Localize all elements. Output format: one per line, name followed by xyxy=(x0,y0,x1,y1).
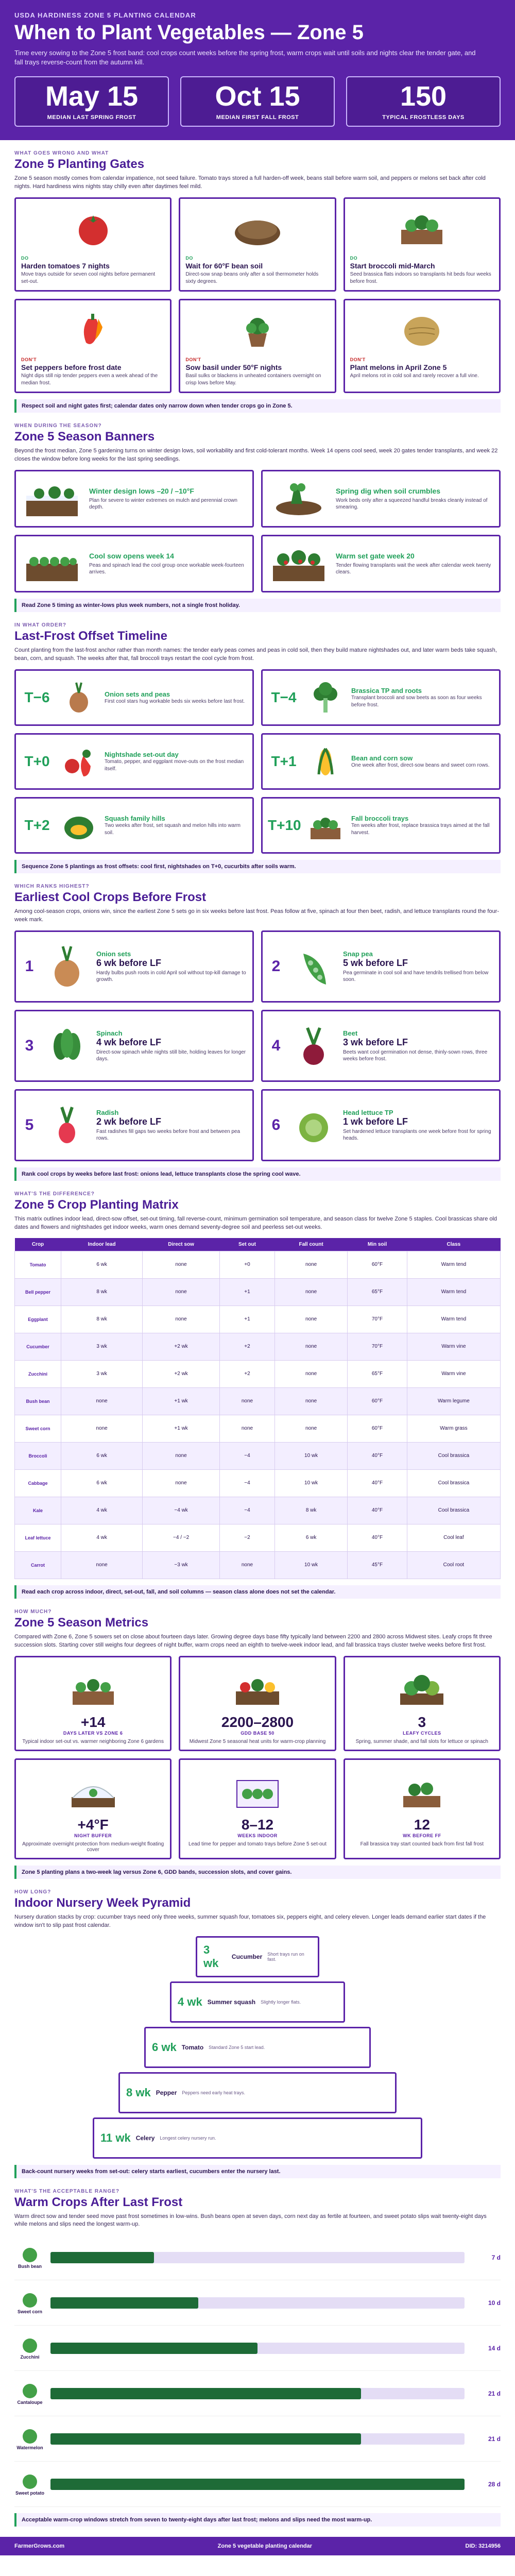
section-callout: Read Zone 5 timing as winter-lows plus week numbers, not a single frost holiday. xyxy=(14,599,501,612)
section-pyramid xyxy=(0,1879,515,2178)
table-row xyxy=(15,1333,501,1360)
table-cell: Cool brassica xyxy=(407,1469,500,1497)
section-title: Zone 5 Crop Planting Matrix xyxy=(14,1197,179,1212)
table-cell: none xyxy=(219,1415,274,1442)
gate-card: DO Start broccoli mid-March Seed brassica flats indoors so transplants hit beds four weeks before frost. xyxy=(344,197,501,292)
table-cell: none xyxy=(143,1442,220,1469)
section-title: Earliest Cool Crops Before Frost xyxy=(14,890,207,904)
table-cell: 40°F xyxy=(348,1497,407,1524)
squash-icon xyxy=(58,805,99,846)
crop-name-cell: Kale xyxy=(15,1497,61,1524)
bar-fill xyxy=(50,2433,361,2445)
table-cell: none xyxy=(143,1278,220,1306)
table-cell: 60°F xyxy=(348,1415,407,1442)
crop-label: Sweet potato xyxy=(14,2473,45,2496)
section-title: Zone 5 Season Metrics xyxy=(14,1615,149,1630)
table-cell: 40°F xyxy=(348,1524,407,1551)
table-cell: Warm tend xyxy=(407,1278,500,1306)
timeline-item: T−6 Onion sets and peas First cool stars hug workable beds six weeks before last frost. xyxy=(14,669,254,726)
crop-name-cell: Bell pepper xyxy=(15,1278,61,1306)
table-row xyxy=(15,1524,501,1551)
crop-name-cell: Bush bean xyxy=(15,1387,61,1415)
section-intro: Beyond the frost median, Zone 5 gardening turns on winter design lows, soil workability and first cold-tolerant months. Week 14 opens cool seed, week 20 gates tender transplants, and week 22 closes the window before long weeks for the last spring seedlings. xyxy=(14,448,498,463)
table-cell: 8 wk xyxy=(275,1497,348,1524)
seedling-tray-icon xyxy=(350,204,494,251)
table-cell: +1 xyxy=(219,1306,274,1333)
pyramid-level: 4 wk Summer squash Slightly longer flats. xyxy=(170,1981,345,2023)
section-eyebrow: HOW MUCH? xyxy=(14,1608,52,1615)
crop-name-cell: Eggplant xyxy=(15,1306,61,1333)
section-eyebrow: WHAT'S THE ACCEPTABLE RANGE? xyxy=(14,2188,120,2194)
crop-name-cell: Carrot xyxy=(15,1551,61,1579)
table-cell: 6 wk xyxy=(275,1524,348,1551)
bar-track xyxy=(50,2343,465,2354)
table-cell: +0 xyxy=(219,1251,274,1278)
bar-row xyxy=(14,2462,501,2507)
section-eyebrow: WHEN DURING THE SEASON? xyxy=(14,423,102,429)
table-cell: 6 wk xyxy=(61,1251,143,1278)
bar-track xyxy=(50,2433,465,2445)
section-title: Last-Frost Offset Timeline xyxy=(14,629,167,643)
table-cell: 65°F xyxy=(348,1360,407,1387)
tomato-bed-icon xyxy=(268,541,330,586)
table-cell: none xyxy=(143,1251,220,1278)
table-row xyxy=(15,1551,501,1579)
section-after-frost xyxy=(0,2178,515,2527)
spinach-icon xyxy=(44,1020,90,1072)
table-cell: 45°F xyxy=(348,1551,407,1579)
section-eyebrow: HOW LONG? xyxy=(14,1889,52,1895)
table-cell: 4 wk xyxy=(61,1497,143,1524)
table-cell: 40°F xyxy=(348,1469,407,1497)
hero-header xyxy=(0,0,515,140)
table-cell: −3 wk xyxy=(143,1551,220,1579)
table-cell: +2 xyxy=(219,1333,274,1360)
table-cell: Cool root xyxy=(407,1551,500,1579)
bar-fill xyxy=(50,2343,258,2354)
table-cell: none xyxy=(275,1387,348,1415)
table-cell: +2 xyxy=(219,1360,274,1387)
section-title: Indoor Nursery Week Pyramid xyxy=(14,1895,191,1910)
table-cell: Warm vine xyxy=(407,1333,500,1360)
pea-pod-icon xyxy=(290,941,337,992)
metric-card: 2200–2800 GDD BASE 50 Midwest Zone 5 seasonal heat units for warm-crop planning xyxy=(179,1656,336,1751)
table-cell: 6 wk xyxy=(61,1442,143,1469)
crop-icon xyxy=(21,2428,39,2445)
footer xyxy=(0,2537,515,2555)
metric-card: 12 WK BEFORE FF Fall brassica tray start counted back from first fall frost xyxy=(344,1758,501,1859)
ranked-crop: 2 Snap pea 5 wk before LF Pea germinate in cool soil and have tendrils trellised from below soon. xyxy=(261,930,501,1003)
lettuce-icon xyxy=(290,1099,337,1151)
crop-matrix-table xyxy=(14,1238,501,1579)
table-cell: Warm tend xyxy=(407,1306,500,1333)
stat-frostless-days: 150 TYPICAL FROSTLESS DAYS xyxy=(346,76,501,127)
table-header: Class xyxy=(407,1238,500,1251)
bar-fill xyxy=(50,2297,198,2309)
table-cell: none xyxy=(275,1415,348,1442)
table-row xyxy=(15,1306,501,1333)
table-cell: 40°F xyxy=(348,1442,407,1469)
table-cell: +1 xyxy=(219,1278,274,1306)
crop-label: Bush bean xyxy=(14,2246,45,2269)
bar-value: 7 d xyxy=(491,2253,501,2261)
table-cell: 10 wk xyxy=(275,1551,348,1579)
section-eyebrow: WHAT GOES WRONG AND WHAT xyxy=(14,150,109,157)
table-cell: 3 wk xyxy=(61,1333,143,1360)
table-cell: 60°F xyxy=(348,1251,407,1278)
crop-name-cell: Leaf lettuce xyxy=(15,1524,61,1551)
table-header: Direct sow xyxy=(143,1238,220,1251)
footer-site: FarmerGrows.com xyxy=(14,2543,65,2550)
seed-tray-icon xyxy=(305,805,346,846)
section-intro: This matrix outlines indoor lead, direct-sow offset, set-out timing, fall reverse-count, minimum germination soil temperature, and season class for twelve Zone 5 staples. Cool brassicas share old dates and flowers and nightshades get indoor weeks, warm ones demand seventy-degree soil and peerless set-out weeks. xyxy=(14,1215,497,1230)
table-cell: Cool brassica xyxy=(407,1442,500,1469)
stat-first-frost: Oct 15 MEDIAN FIRST FALL FROST xyxy=(180,76,335,127)
crop-name-cell: Tomato xyxy=(15,1251,61,1278)
section-metrics xyxy=(0,1599,515,1879)
crop-label: Watermelon xyxy=(14,2428,45,2450)
table-cell: −2 xyxy=(219,1524,274,1551)
ranked-crop: 1 Onion sets 6 wk before LF Hardy bulbs push roots in cold April soil without top-kill damage to growth. xyxy=(14,930,254,1003)
basil-pot-icon xyxy=(185,306,329,353)
table-cell: none xyxy=(275,1333,348,1360)
crop-icon xyxy=(21,2292,39,2309)
section-intro: Warm direct sow and tender seed move past frost sometimes in low-wins. Bush beans open at seven days, corn next day as fertile at fourteen, and sweet potato slips wait twenty-eight days while melons and slips need the longest warm-up. xyxy=(14,2213,487,2228)
bar-row xyxy=(14,2416,501,2462)
bar-row xyxy=(14,2235,501,2280)
pyramid-level: 3 wk Cucumber Short trays run on fast. xyxy=(196,1936,319,1977)
table-cell: none xyxy=(275,1360,348,1387)
table-row xyxy=(15,1360,501,1387)
bar-track xyxy=(50,2252,465,2263)
bar-fill xyxy=(50,2479,465,2490)
table-cell: none xyxy=(275,1306,348,1333)
gate-card: DON'T Plant melons in April Zone 5 April melons rot in cold soil and rarely recover a full vine. xyxy=(344,299,501,393)
table-cell: 6 wk xyxy=(61,1469,143,1497)
table-cell: none xyxy=(219,1551,274,1579)
bar-track xyxy=(50,2388,465,2399)
table-row xyxy=(15,1278,501,1306)
table-cell: +1 wk xyxy=(143,1387,220,1415)
banner-card: Cool sow opens week 14 Peas and spinach lead the cool group once workable week-fourteen arrives. xyxy=(14,535,254,592)
table-cell: none xyxy=(61,1415,143,1442)
table-cell: Warm legume xyxy=(407,1387,500,1415)
page-title: When to Plant Vegetables — Zone 5 xyxy=(14,21,364,44)
table-header: Indoor lead xyxy=(61,1238,143,1251)
section-cool-crops xyxy=(0,873,515,1181)
ranked-crop: 5 Radish 2 wk before LF Fast radishes fill gaps two weeks before frost and between pea rows. xyxy=(14,1089,254,1161)
pyramid-level: 6 wk Tomato Standard Zone 5 start lead. xyxy=(144,2027,371,2068)
ranked-crop: 4 Beet 3 wk before LF Beets want cool germination not dense, thinly-sown rows, three weeks before frost. xyxy=(261,1010,501,1082)
hero-intro: Time every sowing to the Zone 5 frost band: cool crops count weeks before the spring frost, warm crops wait until soils and nights clear the tender gate, and fall trays reverse-count from the autumn kill. xyxy=(14,49,476,66)
table-cell: +2 wk xyxy=(143,1333,220,1360)
table-cell: none xyxy=(275,1278,348,1306)
bar-fill xyxy=(50,2388,361,2399)
bar-value: 10 d xyxy=(488,2299,501,2307)
pyramid-level: 8 wk Pepper Peppers need early heat trays. xyxy=(118,2072,397,2113)
crop-icon xyxy=(21,2246,39,2264)
table-row xyxy=(15,1387,501,1415)
table-cell: none xyxy=(219,1387,274,1415)
table-cell: Warm vine xyxy=(407,1360,500,1387)
radish-icon xyxy=(44,1099,90,1151)
section-intro: Compared with Zone 6, Zone 5 sowers set on close about fourteen days later. Growing degree days base fifty typically land between 2200 and 2800 across Midwest sites. Leafy crops fit three succession slots. Starting cover still weighs four degrees of night buffer, warm crops need an eighth to twelve-week indoor lead, and fall brassica trays cluster twelve weeks before first frost. xyxy=(14,1633,492,1648)
broccoli-icon xyxy=(305,677,346,718)
crop-label: Cantaloupe xyxy=(14,2382,45,2405)
table-cell: Warm grass xyxy=(407,1415,500,1442)
table-cell: none xyxy=(61,1387,143,1415)
table-cell: Warm tend xyxy=(407,1251,500,1278)
seedling-tray-icon xyxy=(21,1663,165,1714)
section-callout: Rank cool crops by weeks before last frost: onions lead, lettuce transplants close the spring cool wave. xyxy=(14,1167,501,1181)
broccoli-tray-icon xyxy=(350,1765,494,1817)
days-after-frost-bars xyxy=(14,2235,501,2507)
table-cell: 3 wk xyxy=(61,1360,143,1387)
table-cell: 4 wk xyxy=(61,1524,143,1551)
section-callout: Read each crop across indoor, direct, set-out, fall, and soil columns — season class alone does not set the calendar. xyxy=(14,1585,501,1599)
table-cell: 10 wk xyxy=(275,1469,348,1497)
bar-row xyxy=(14,2326,501,2371)
table-cell: 70°F xyxy=(348,1333,407,1360)
bar-track xyxy=(50,2297,465,2309)
table-cell: 65°F xyxy=(348,1278,407,1306)
soil-icon xyxy=(185,204,329,251)
section-gates xyxy=(0,140,515,413)
table-cell: none xyxy=(61,1551,143,1579)
bar-value: 21 d xyxy=(488,2435,501,2443)
section-intro: Zone 5 season mostly comes from calendar impatience, not seed failure. Tomato trays stored a full harden-off week, beans stall before warm soil, and peppers or melons set back after cold nights. Hard hardiness wins nights stay chilly even after daytimes feel mild. xyxy=(14,175,486,190)
table-cell: none xyxy=(143,1306,220,1333)
section-title: Warm Crops After Last Frost xyxy=(14,2195,183,2209)
section-title: Zone 5 Planting Gates xyxy=(14,157,145,172)
crop-name-cell: Cucumber xyxy=(15,1333,61,1360)
onion-icon xyxy=(44,941,90,992)
crop-name-cell: Cabbage xyxy=(15,1469,61,1497)
table-cell: +2 wk xyxy=(143,1360,220,1387)
table-cell: −4 / −2 xyxy=(143,1524,220,1551)
crop-label: Sweet corn xyxy=(14,2292,45,2314)
table-cell: Cool brassica xyxy=(407,1497,500,1524)
table-cell: 60°F xyxy=(348,1387,407,1415)
timeline-item: T−4 Brassica TP and roots Transplant broccoli and sow beets as soon as four weeks before frost. xyxy=(261,669,501,726)
table-header: Set out xyxy=(219,1238,274,1251)
metric-card: 3 LEAFY CYCLES Spring, summer shade, and fall slots for lettuce or spinach xyxy=(344,1656,501,1751)
winter-garden-icon xyxy=(21,477,83,521)
tomato-icon xyxy=(21,204,165,251)
footer-title: Zone 5 vegetable planting calendar xyxy=(217,2543,313,2550)
section-callout: Sequence Zone 5 plantings as frost offsets: cool first, nightshades on T+0, cucurbits after soils warm. xyxy=(14,860,501,873)
table-cell: −4 wk xyxy=(143,1497,220,1524)
metric-card: +4°F NIGHT BUFFER Approximate overnight protection from medium-weight floating cover xyxy=(14,1758,171,1859)
timeline-item: T+0 Nightshade set-out day Tomato, pepper, and eggplant move-outs on the frost median itself. xyxy=(14,733,254,790)
crop-icon xyxy=(21,2337,39,2354)
gate-card: DO Wait for 60°F bean soil Direct-sow snap beans only after a soil thermometer holds sixty degrees. xyxy=(179,197,336,292)
table-cell: none xyxy=(143,1469,220,1497)
crop-label: Zucchini xyxy=(14,2337,45,2360)
onion-icon xyxy=(58,677,99,718)
bar-row xyxy=(14,2280,501,2326)
gate-card: DO Harden tomatoes 7 nights Move trays outside for seven cool nights before permanent set-out. xyxy=(14,197,171,292)
timeline-item: T+1 Bean and corn sow One week after frost, direct-sow beans and sweet corn rows. xyxy=(261,733,501,790)
metric-card: 8–12 WEEKS INDOOR Lead time for pepper and tomato trays before Zone 5 set-out xyxy=(179,1758,336,1859)
soil-hand-icon xyxy=(268,477,330,521)
melon-icon xyxy=(350,306,494,353)
vegetable-bed-icon xyxy=(185,1663,329,1714)
table-row xyxy=(15,1415,501,1442)
table-cell: Cool leaf xyxy=(407,1524,500,1551)
banner-card: Winter design lows –20 / –10°F Plan for severe to winter extremes on mulch and perennial crown depth. xyxy=(14,470,254,528)
section-callout: Acceptable warm-crop windows stretch from seven to twenty-eight days after last frost; melons and slips need the most warm-up. xyxy=(14,2513,501,2527)
table-row xyxy=(15,1469,501,1497)
footer-id: DID: 3214956 xyxy=(465,2543,501,2550)
section-intro: Nursery duration stacks by crop: cucumber trays need only three weeks, summer squash four, tomatoes six, peppers eight, and celery eleven. Longer leads demand earlier start dates if the window isn't to slip past frost calendar. xyxy=(14,1913,486,1928)
bed-rows-icon xyxy=(21,541,83,586)
table-cell: −4 xyxy=(219,1469,274,1497)
crop-icon xyxy=(21,2473,39,2490)
table-cell: none xyxy=(275,1251,348,1278)
stat-row xyxy=(14,76,501,127)
leafy-greens-icon xyxy=(350,1663,494,1714)
section-title: Zone 5 Season Banners xyxy=(14,430,155,444)
pepper-icon xyxy=(21,306,165,353)
hero-kicker: USDA HARDINESS ZONE 5 PLANTING CALENDAR xyxy=(14,11,196,19)
table-cell: 10 wk xyxy=(275,1442,348,1469)
table-cell: −4 xyxy=(219,1442,274,1469)
section-intro: Count planting from the last-frost anchor rather than month names: the tender early peas comes and peas in cold soil, then they build mature nightshades out, and later warm beds take squash, bean, corn, and squash. The weeks after that, fall broccoli trays restart the cool cycle from frost. xyxy=(14,647,497,662)
ranked-crop: 3 Spinach 4 wk before LF Direct-sow spinach while nights still bite, holding leaves for longer days. xyxy=(14,1010,254,1082)
bar-row xyxy=(14,2371,501,2416)
table-cell: 8 wk xyxy=(61,1278,143,1306)
stat-last-frost: May 15 MEDIAN LAST SPRING FROST xyxy=(14,76,169,127)
crop-icon xyxy=(21,2382,39,2400)
bar-track xyxy=(50,2479,465,2490)
metric-card: +14 DAYS LATER VS ZONE 6 Typical indoor set-out vs. warmer neighboring Zone 6 gardens xyxy=(14,1656,171,1751)
table-row xyxy=(15,1251,501,1278)
table-row xyxy=(15,1497,501,1524)
section-banners xyxy=(0,413,515,612)
table-header: Min soil xyxy=(348,1238,407,1251)
table-cell: 70°F xyxy=(348,1306,407,1333)
table-header: Crop xyxy=(15,1238,61,1251)
banner-card: Warm set gate week 20 Tender flowing transplants wait the week after calendar week twenty clears. xyxy=(261,535,501,592)
crop-name-cell: Zucchini xyxy=(15,1360,61,1387)
crop-name-cell: Broccoli xyxy=(15,1442,61,1469)
section-intro: Among cool-season crops, onions win, since the earliest Zone 5 sets go in six weeks before last frost. Peas follow at five, spinach at four then beet, radish, and lettuce transplants round the four-week mark. xyxy=(14,908,500,923)
table-cell: −4 xyxy=(219,1497,274,1524)
section-eyebrow: WHICH RANKS HIGHEST? xyxy=(14,884,90,889)
section-eyebrow: WHAT'S THE DIFFERENCE? xyxy=(14,1191,95,1197)
banner-card: Spring dig when soil crumbles Work beds only after a squeezed handful breaks cleanly instead of smearing. xyxy=(261,470,501,528)
corn-icon xyxy=(305,741,346,782)
ranked-crop: 6 Head lettuce TP 1 wk before LF Set hardened lettuce transplants one week before frost for spring heads. xyxy=(261,1089,501,1161)
pyramid-level: 11 wk Celery Longest celery nursery run. xyxy=(93,2117,422,2159)
nightshade-icon xyxy=(58,741,99,782)
table-cell: 8 wk xyxy=(61,1306,143,1333)
crop-name-cell: Sweet corn xyxy=(15,1415,61,1442)
bar-value: 14 d xyxy=(488,2344,501,2352)
indoor-trays-icon xyxy=(185,1765,329,1817)
table-cell: +1 wk xyxy=(143,1415,220,1442)
table-header: Fall count xyxy=(275,1238,348,1251)
timeline-item: T+2 Squash family hills Two weeks after frost, set squash and melon hills into warm soil. xyxy=(14,797,254,854)
section-offset xyxy=(0,612,515,873)
section-callout: Respect soil and night gates first; calendar dates only narrow down when tender crops go in Zone 5. xyxy=(14,399,501,413)
gate-card: DON'T Set peppers before frost date Night dips still nip tender peppers even a week ahead of the median frost. xyxy=(14,299,171,393)
bar-fill xyxy=(50,2252,154,2263)
gate-card: DON'T Sow basil under 50°F nights Basil sulks or blackens in unheated containers overnight on crisp lows before May. xyxy=(179,299,336,393)
bar-value: 28 d xyxy=(488,2480,501,2488)
section-eyebrow: IN WHAT ORDER? xyxy=(14,622,67,629)
timeline-item: T+10 Fall broccoli trays Ten weeks after frost, replace brassica trays aimed at the fall harvest. xyxy=(261,797,501,854)
section-callout: Zone 5 planting plans a two-week lag versus Zone 6, GDD bands, succession slots, and cover gains. xyxy=(14,1866,501,1879)
bar-value: 21 d xyxy=(488,2389,501,2397)
row-cover-icon xyxy=(21,1765,165,1817)
section-callout: Back-count nursery weeks from set-out: celery starts earliest, cucumbers enter the nursery last. xyxy=(14,2165,501,2178)
section-matrix xyxy=(0,1181,515,1599)
beet-icon xyxy=(290,1020,337,1072)
table-row xyxy=(15,1442,501,1469)
